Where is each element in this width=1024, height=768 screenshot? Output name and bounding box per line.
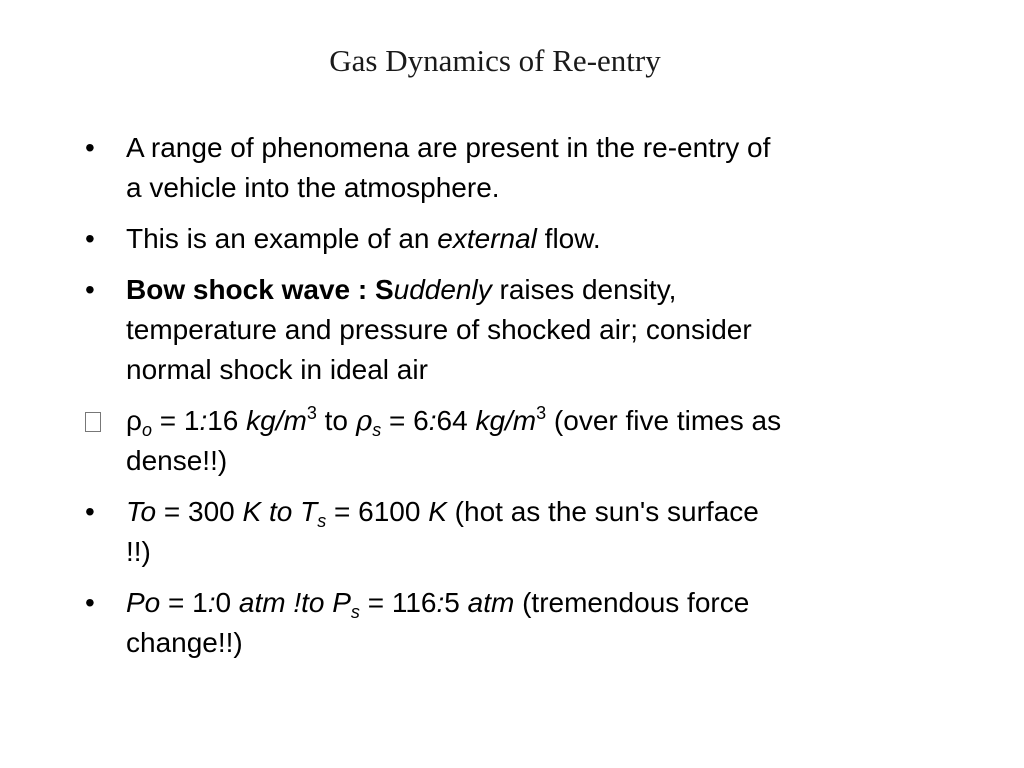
bullet-text-line1: A range of phenomena are present in the re-entry of [126, 132, 771, 163]
kelvin-text: K [242, 496, 262, 527]
colon-text: : [207, 587, 216, 618]
value-text: 5 [444, 587, 468, 618]
bullet-pressure [82, 583, 952, 663]
equals-text: = 6100 [326, 496, 429, 527]
equals-text: = 1 [151, 405, 200, 436]
bullet-text-post: flow. [536, 223, 601, 254]
unit-superscript: 3 [536, 403, 547, 423]
rho-s-subscript: s [372, 420, 382, 440]
bullet-text-post: (hot as the sun's surface [446, 496, 759, 527]
value-text: 64 [436, 405, 476, 436]
equals-text: = 6 [381, 405, 429, 436]
bullet-phenomena [82, 128, 952, 208]
kelvin-text: K [428, 496, 447, 527]
bullet-text-post: (tremendous force [514, 587, 750, 618]
ps-subscript: s [350, 602, 360, 622]
bullet-text-pre: This is an example of an [126, 223, 438, 254]
to-text: to [316, 405, 356, 436]
equals-text: = 116 [359, 587, 437, 618]
missing-glyph-box-icon [85, 401, 115, 446]
bullet-list [82, 128, 952, 674]
unit-text: kg/m [246, 405, 307, 436]
bullet-text-bold: Bow shock wave : S [126, 274, 394, 305]
colon-text: : [428, 405, 437, 436]
bullet-marker: • [85, 274, 95, 305]
t0-text: To [126, 496, 157, 527]
unit-text: kg/m [475, 405, 537, 436]
rho-s-symbol: ρ [355, 404, 373, 437]
bullet-text-line2: dense!!) [126, 445, 228, 476]
bullet-marker: • [85, 223, 95, 254]
atm-text: atm [467, 587, 515, 618]
equals-text: = 300 [156, 496, 243, 527]
bullet-marker: • [85, 496, 95, 527]
bullet-marker: • [85, 132, 95, 163]
rho-symbol: ρ [126, 405, 142, 436]
atm-to-text: atm !to P [238, 587, 351, 618]
p0-text: Po [126, 587, 161, 618]
unit-superscript: 3 [306, 403, 317, 423]
bullet-density [82, 401, 952, 481]
bullet-text-line2: change!!) [126, 627, 243, 658]
bullet-text-italic: uddenly [393, 274, 492, 305]
bullet-text-post: raises density, [491, 274, 677, 305]
bullet-text-line2: a vehicle into the atmosphere. [126, 172, 500, 203]
ts-subscript: s [317, 511, 327, 531]
equals-text: = 1 [160, 587, 208, 618]
colon-text: : [199, 405, 208, 436]
bullet-text-line2: temperature and pressure of shocked air; consider [126, 314, 752, 345]
colon-text: : [436, 587, 445, 618]
bullet-marker: • [85, 587, 95, 618]
rho-subscript: o [141, 420, 152, 440]
bullet-text-line2: !!) [126, 536, 151, 567]
value-text: 0 [215, 587, 239, 618]
to-text: to T [261, 496, 318, 527]
bullet-temperature [82, 492, 952, 572]
bullet-text-line3: normal shock in ideal air [126, 354, 428, 385]
bullet-text-post: (over five times as [546, 405, 782, 436]
bullet-external-flow [82, 219, 952, 259]
slide-title: Gas Dynamics of Re-entry [329, 43, 661, 78]
bullet-text-italic: external [437, 223, 537, 254]
bullet-bow-shock [82, 270, 952, 390]
value-text: 16 [207, 405, 247, 436]
